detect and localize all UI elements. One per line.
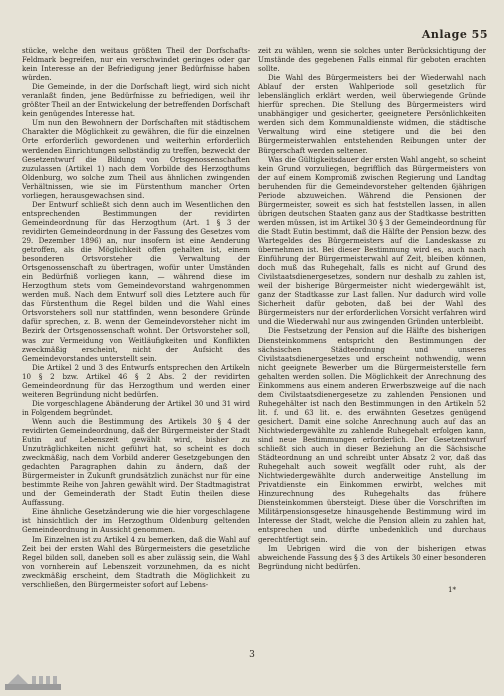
paragraph: zeit zu wählen, wenn sie solches unter Berücksichtigung der Umstände des gegebenen Falls einmal für geboten erachten sollte. bbox=[258, 46, 486, 74]
right-column bbox=[258, 46, 486, 594]
page-number: 3 bbox=[249, 650, 255, 660]
paragraph: stücke, welche den weitaus größten Theil der Dorfschafts-Feldmark begreifen, nur ein verschwindet geringes oder gar kein Interesse an der Befriedigung jener Bedürfnisse haben würden. bbox=[22, 46, 250, 83]
left-column bbox=[22, 46, 250, 589]
footnote-mark: 1* bbox=[447, 584, 456, 594]
paragraph: Wenn auch die Bestimmung des Artikels 30 § 4 der revidirten Gemeindeordnung, daß der Bürgermeister der Stadt Eutin auf Lebenszeit gewählt wird, bisher zu Unzuträglichkeiten nicht geführt hat, so scheint es doch zweckmäßig, nach dem Vorbild anderer Gesetzgebungen den gedachten Paragraphen dahin zu ändern, daß der Bürgermeister in Zukunft grundsätzlich zunächst nur für eine bestimmte Reihe von Jahren gewählt wird. Der Stadtmagistrat und der Gemeinderath der Stadt Eutin theilen diese Auffassung. bbox=[22, 416, 250, 508]
paragraph: Die Wahl des Bürgermeisters bei der Wiederwahl nach Ablauf der ersten Wahlperiode soll gesetzlich für lebenslänglich erklärt werden, weil überwiegende Gründe hierfür sprechen. Die Stellung des Bürgermeisters wird unabhängiger und gesicherter, geeignetere Persönlichkeiten werden sich dem Kommunaldienste widmen, die städtische Verwaltung wird eine stetigere und die bei den Bürgermeisterwahlen entstehenden Reibungen unter der Bürgerschaft werden seltener. bbox=[258, 73, 486, 155]
paragraph: Die Festsetzung der Pension auf die Hälfte des bisherigen Diensteinkommens entspricht den Bestimmungen der sächsischen Städteordnung und unseres Civilstaatsdienergesetzes und erscheint nothwendig, wenn nicht geeignete Bewerber um die Bürgermeisterstelle fern gehalten werden sollen. Die Möglichkeit der Anrechnung des Einkommens aus einem anderen Erwerbszweige auf die nach dem Civilstaatsdienergesetze zu zahlenden Pensionen und Ruhegehälter ist nach den Bestimmungen in den Artikeln 52 lit. f. und 63 lit. e. des erwähnten Gesetzes genügend gesichert. Damit eine solche Anrechnung auch auf das an Nichtwiedergewählte zu zahlende Ruhegehalt erfolgen kann, sind neue Bestimmungen erforderlich. Der Gesetzentwurf schließt sich auch in dieser Beziehung an die Sächsische Städteordnung an und schreibt unter Absatz 2 vor, daß das Ruhegehalt auch soweit wegfällt oder ruht, als der Nichtwiedergewählte durch anderweitige Anstellung im Privatdienste ein Einkommen erwirbt, welches mit Hinzurechnung des Ruhegehalts das frühere Diensteinkommen übersteigt. Diese über die Vorschriften im Militärpensionsgesetze hinausgehende Bestimmung wird im Interesse der Stadt, welche die Pension allein zu zahlen hat, entsprechen und dürfte unbedenklich und durchaus gerechtfertigt sein. bbox=[258, 326, 486, 544]
library-logo-icon bbox=[4, 670, 64, 692]
paragraph: Im Uebrigen wird die von der bisherigen etwas abweichende Fassung des § 3 des Artikels 30 einer besonderen Begründung nicht bedürfen. bbox=[258, 543, 486, 571]
paragraph: Um nun den Bewohnern der Dorfschaften mit städtischem Charakter die Möglichkeit zu gewähren, die für die einzelnen Orte erforderlich gewordenen und weiterhin erforderlich werdenden Einrichtungen selbständig zu treffen, bezweckt der Gesetzentwurf die Bildung von Ortsgenossenschaften zuzulassen (Artikel 1) nach dem Vorbilde des Herzogthums Oldenburg, wo solche zum Theil aus ähnlichen zwingenden Verhältnissen, wie sie im Fürstenthum mancher Orten vorliegen, herausgewachsen sind. bbox=[22, 118, 250, 200]
paragraph: Die vorgeschlagene Abänderung der Artikel 30 und 31 wird in Folgendem begründet. bbox=[22, 398, 250, 417]
paragraph: Die Gemeinde, in der die Dorfschaft liegt, wird sich nicht veranlaßt finden, jene Bedürfnisse zu befriedigen, weil ihr größter Theil an der Entwickelung der betreffenden Dorfschaft kein genügendes Interesse hat. bbox=[22, 82, 250, 119]
paragraph: Im Einzelnen ist zu Artikel 4 zu bemerken, daß die Wahl auf Zeit bei der ersten Wahl des Bürgermeisters die gesetzliche Regel bilden soll, daneben soll es aber zulässig sein, die Wahl von vornherein auf Lebenszeit vorzunehmen, da es nicht zweckmäßig erscheint, dem Stadtrath die Möglichkeit zu verschließen, den Bürgermeister sofort auf Lebens- bbox=[22, 534, 250, 589]
paragraph: Der Entwurf schließt sich denn auch im Wesentlichen den entsprechenden Bestimmungen der revidirten Gemeindeordnung für das Herzogthum (Art. 1 § 3 der revidirten Gemeindeordnung in der Fassung des Gesetzes vom 29. Dezember 1896) an, nur insofern ist eine Aenderung getroffen, als die Möglichkeit offen gehalten ist, einem besonderen Ortsvorsteher die Verwaltung der Ortsgenossenschaft zu übertragen, wofür unter Umständen ein Bedürfniß vorliegen kann, — während diese im Herzogthum stets vom Gemeindevorstand wahrgenommen werden muß. Nach dem Entwurf soll dies Letztere auch für das Fürstenthum die Regel bilden und die Wahl eines Ortsvorstehers soll nur stattfinden, wenn besondere Gründe dafür sprechen, z. B. wenn der Gemeindevorsteher nicht im Bezirk der Ortsgenossenschaft wohnt. Der Ortsvorsteher soll, was zur Vermeidung von Weitläufigkeiten und Konflikten zweckmäßig erscheint, nicht der Aufsicht des Gemeindevorstandes unterstellt sein. bbox=[22, 199, 250, 363]
paragraph: Eine ähnliche Gesetzänderung wie die hier vorgeschlagene ist hinsichtlich der im Herzogthum Oldenburg geltenden Gemeindeordnung in Aussicht genommen. bbox=[22, 507, 250, 535]
annex-label: Anlage 55 bbox=[421, 28, 488, 41]
paragraph: Was die Gültigkeitsdauer der ersten Wahl angeht, so scheint kein Grund vorzuliegen, begrifflich das Bürgermeisters von der auf einem Kompromiß zwischen Regierung und Landtag beruhenden für die Gemeindevorsteher geltenden 6jährigen Periode abzuweichen. Während die Pensionen der Bürgermeister, soweit es sich hat feststellen lassen, in allen übrigen deutschen Staaten ganz aus der Stadtkasse bestritten werden müssen, ist im Artikel 30 § 3 der Gemeindeordnung für die Stadt Eutin bestimmt, daß die Hälfte der Pension bezw. des Wartegeldes des Bürgermeisters auf die Landeskasse zu übernehmen ist. Bei dieser Bestimmung wird es, auch nach Einführung der Bürgermeisterwahl auf Zeit, bleiben können, doch muß das Ruhegehalt, falls es nicht auf Grund des Civilstaatsdienergesetzes, sondern nur deshalb zu zahlen ist, weil der bisherige Bürgermeister nicht wiedergewählt ist, ganz der Stadtkasse zur Last fallen. Nur dadurch wird volle Sicherheit dafür geboten, daß bei der Wahl des Bürgermeisters nur der erforderlichen Vorsicht verfahren wird und die Wiederwahl nur aus zwingenden Gründen unterbleibt. bbox=[258, 154, 486, 327]
paragraph: Die Artikel 2 und 3 des Entwurfs entsprechen den Artikeln 10 § 2 bzw. Artikel 46 § 2 Abs. 2 der revidirten Gemeindeordnung für das Herzogthum und werden einer weiteren Begründung nicht bedürfen. bbox=[22, 362, 250, 399]
